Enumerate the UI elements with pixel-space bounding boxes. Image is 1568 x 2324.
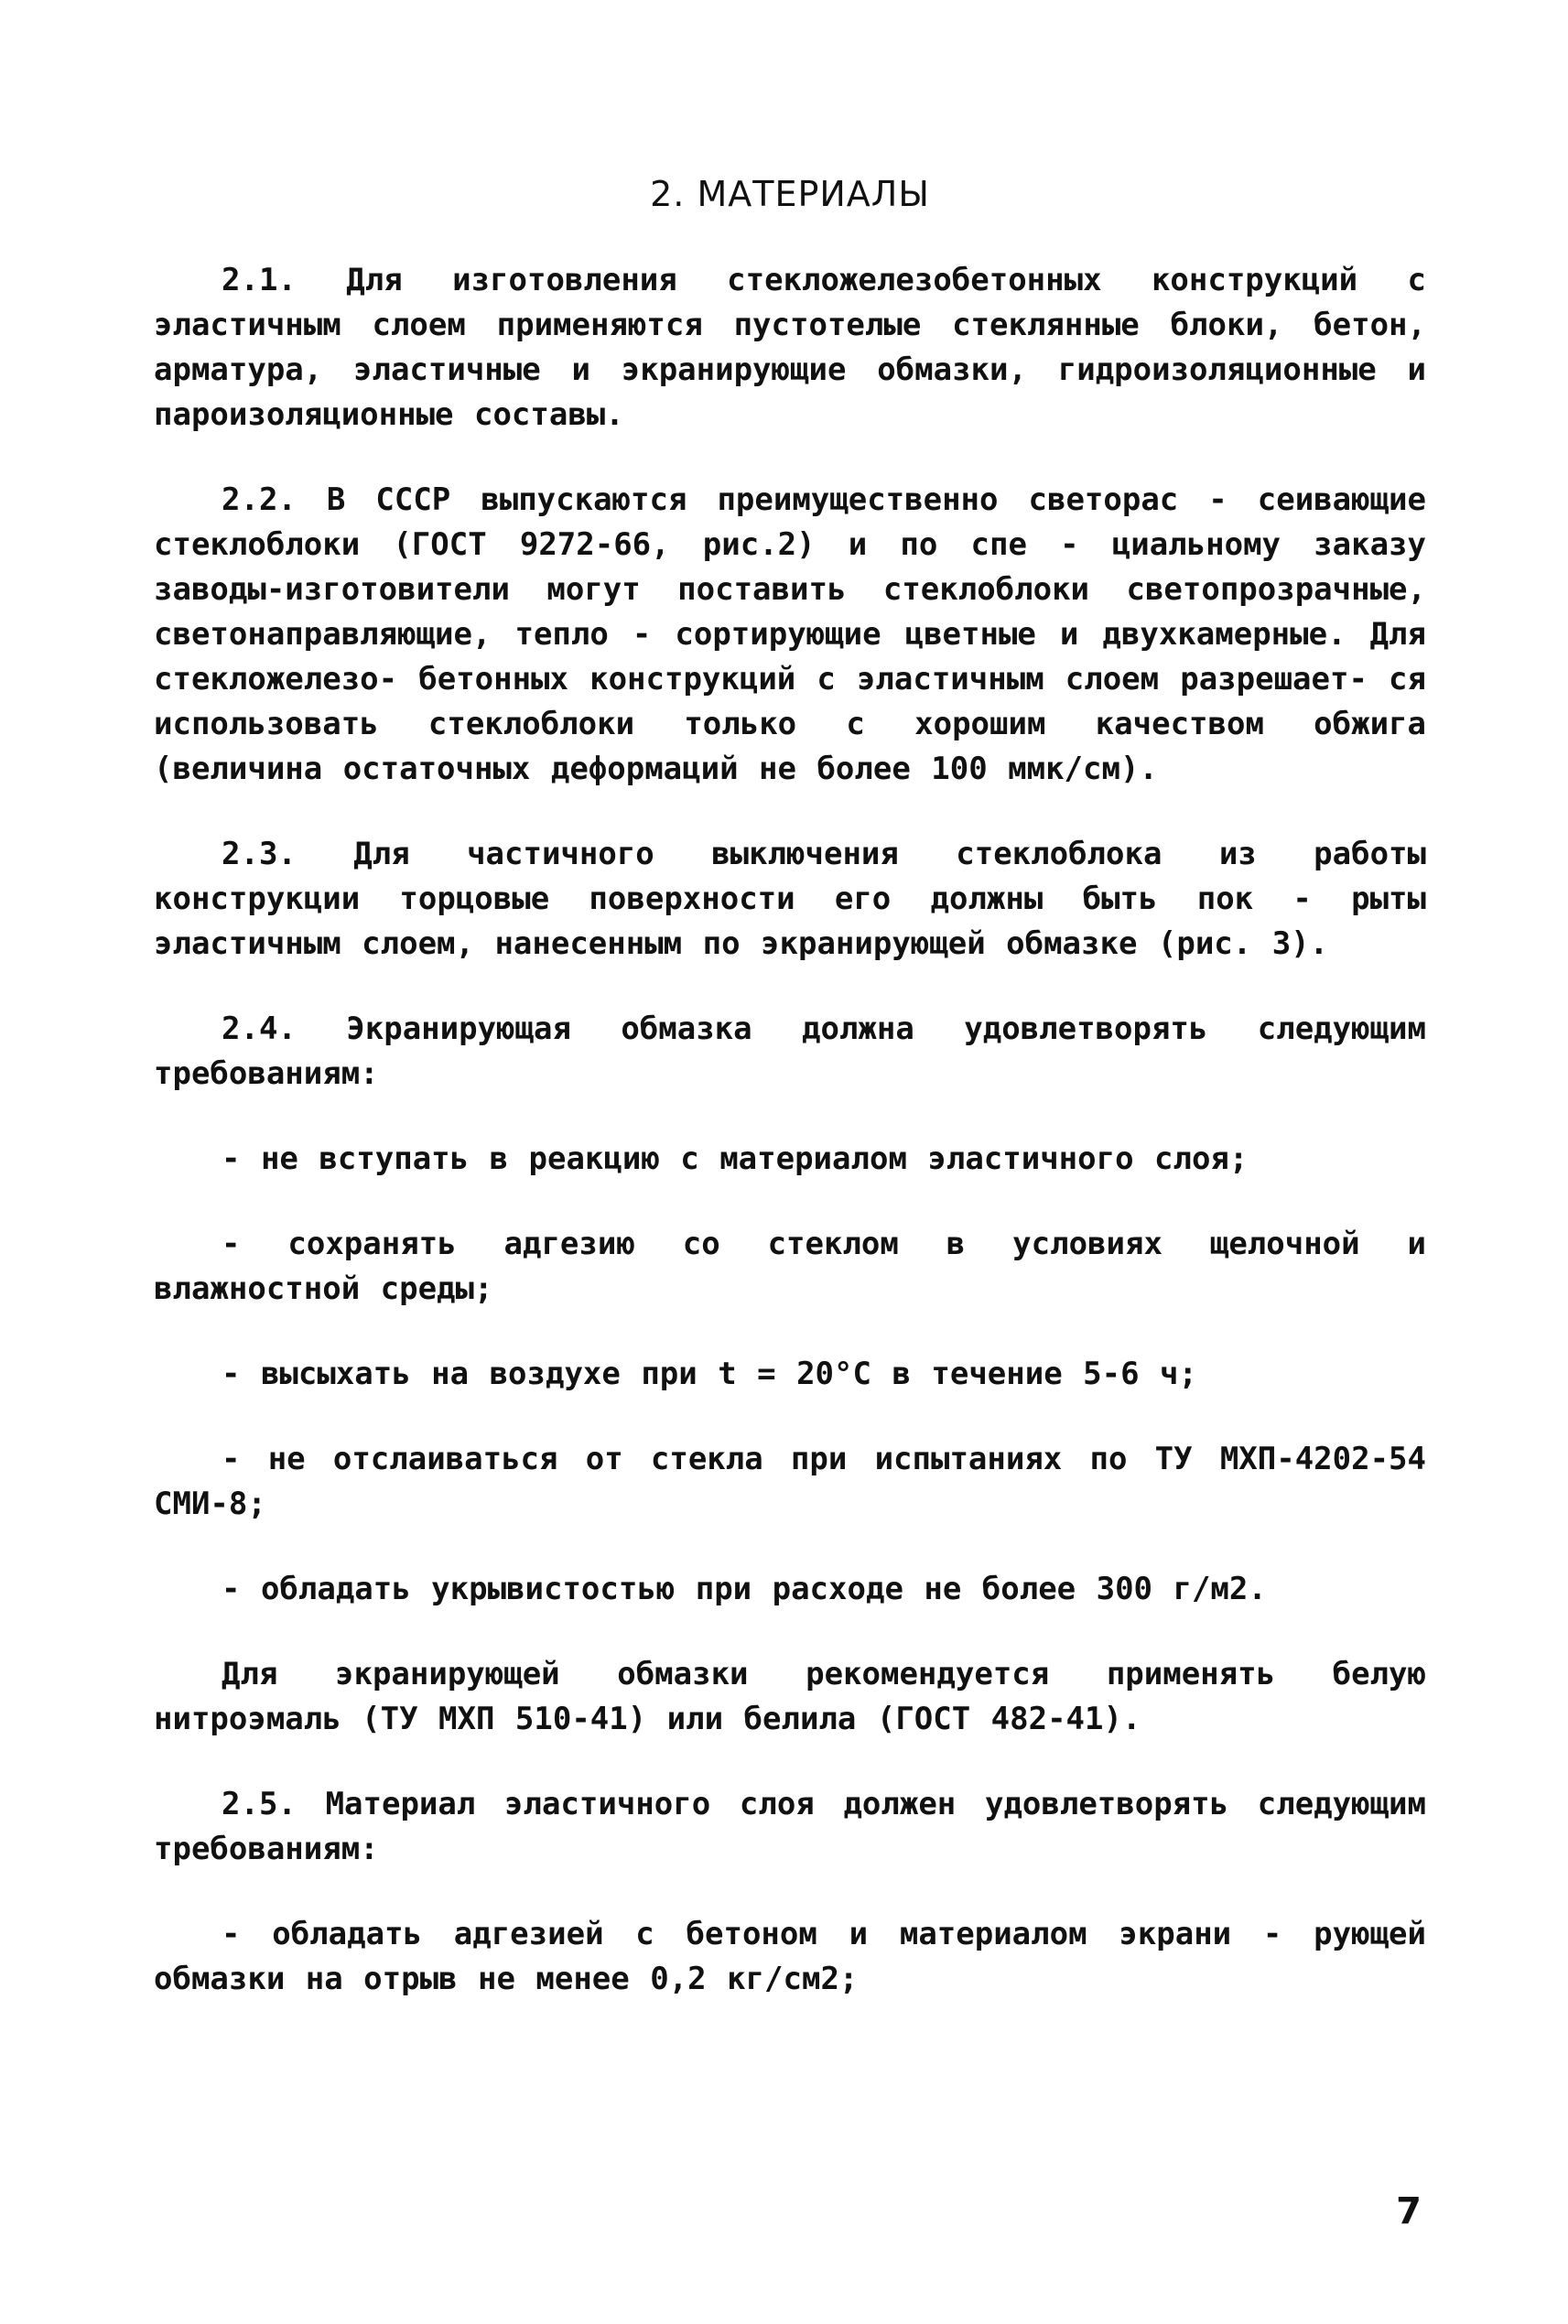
requirement-item: - обладать укрывистостью при расходе не более 300 г/м2. bbox=[222, 1571, 1267, 1607]
requirement-item: - обладать адгезией с бетоном и материалом экрани - рующей обмазки на отрыв не менее 0,2 кг/см2; bbox=[154, 1916, 1426, 1997]
requirement-item: - сохранять адгезию со стеклом в условиях щелочной и влажностной среды; bbox=[154, 1226, 1426, 1307]
paragraph-2-4: 2.4. Экранирующая обмазка должна удовлетворять следующим требованиям: bbox=[154, 1011, 1426, 1092]
requirement-item: - не отслаиваться от стекла при испытаниях по ТУ МХП-4202-54 СМИ-8; bbox=[154, 1441, 1426, 1522]
paragraph-2-1: 2.1. Для изготовления стекложелезобетонных конструкций с эластичным слоем применяются пустотелые стеклянные блоки, бетон, арматура, эластичные и экранирующие обмазки, гидроизоляционные и пароизоляционные составы. bbox=[154, 262, 1426, 433]
page-number: 7 bbox=[1396, 2190, 1422, 2232]
paragraph-2-5: 2.5. Материал эластичного слоя должен удовлетворять следующим требованиям: bbox=[154, 1786, 1426, 1867]
requirement-item: - высыхать на воздухе при t = 20°С в течение 5-6 ч; bbox=[222, 1356, 1197, 1392]
section-title: 2. МАТЕРИАЛЫ bbox=[650, 174, 930, 214]
recommendation-paragraph: Для экранирующей обмазки рекомендуется применять белую нитроэмаль (ТУ МХП 510-41) или белила (ГОСТ 482-41). bbox=[154, 1656, 1426, 1737]
paragraph-2-3: 2.3. Для частичного выключения стеклоблока из работы конструкции торцовые поверхности его должны быть пок - рыты эластичным слоем, нанесенным по экранирующей обмазке (рис. 3). bbox=[154, 836, 1426, 962]
paragraph-2-2: 2.2. В СССР выпускаются преимущественно светорас - сеивающие стеклоблоки (ГОСТ 9272-66, рис.2) и по спе - циальному заказу заводы-изготовители могут поставить стеклоблоки светопрозрачные, светонаправляющие, тепло - сортирующие цветные и двухкамерные. Для стекложелезо- бетонных конструкций с эластичным слоем разрешает- ся использовать стеклоблоки только с хорошим качеством обжига (величина остаточных деформаций не более 100 ммк/см). bbox=[154, 481, 1426, 787]
document-page bbox=[154, 174, 1426, 2279]
requirement-item: - не вступать в реакцию с материалом эластичного слоя; bbox=[222, 1140, 1249, 1177]
